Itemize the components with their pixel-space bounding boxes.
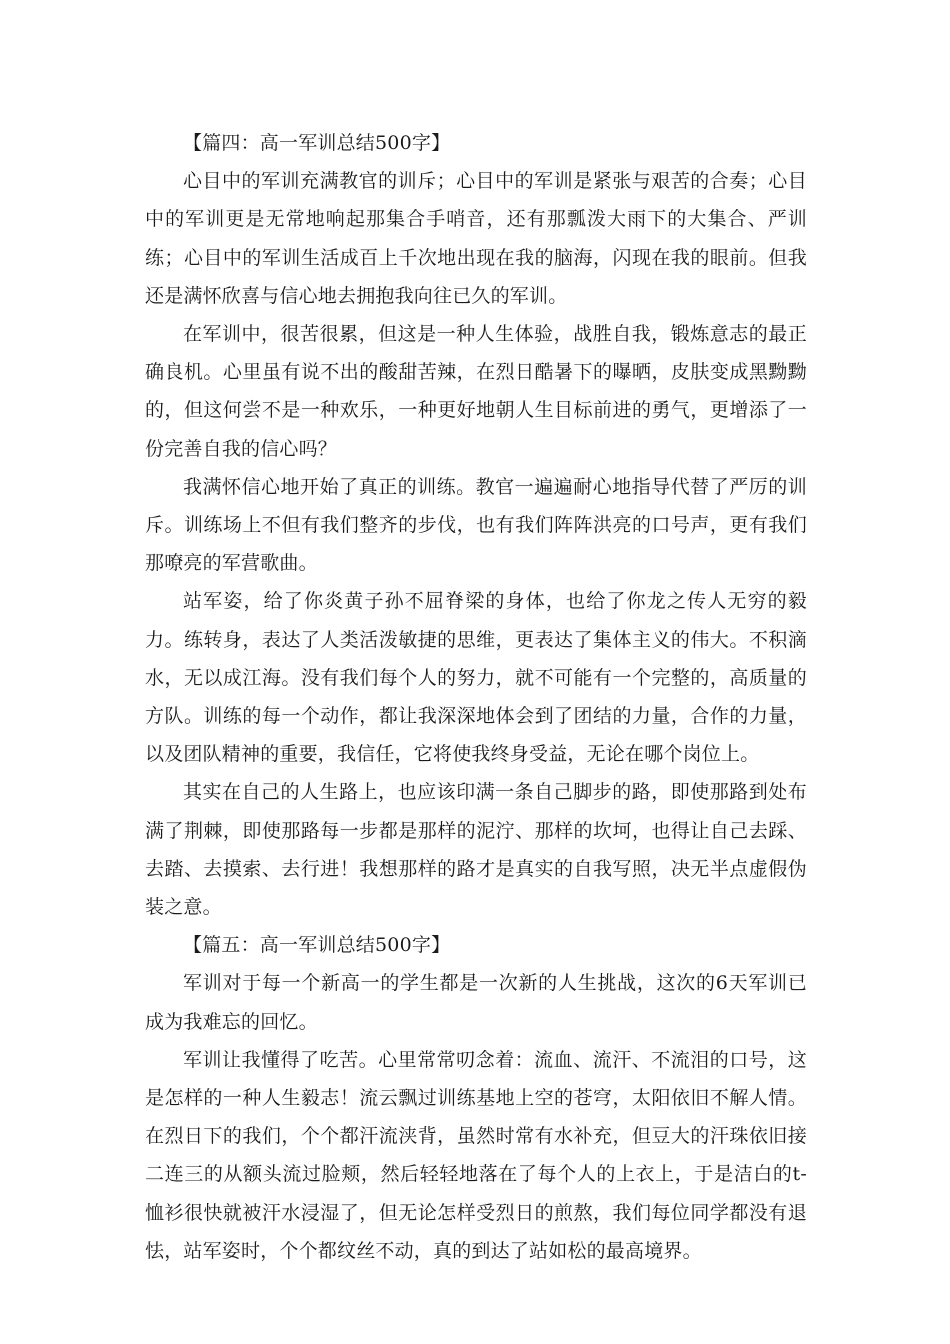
paragraph: 我满怀信心地开始了真正的训练。教官一遍遍耐心地指导代替了严厉的训斥。训练场上不但有我们整齐的步伐，也有我们阵阵洪亮的口号声，更有我们那嘹亮的军营歌曲。 xyxy=(145,475,807,575)
document-body xyxy=(145,124,807,1270)
paragraph: 军训对于每一个新高一的学生都是一次新的人生挑战，这次的6天军训已成为我难忘的回忆。 xyxy=(145,972,807,1033)
section-heading-5: 【篇五：高一军训总结500字】 xyxy=(183,934,451,957)
paragraph: 站军姿，给了你炎黄子孙不屈脊梁的身体，也给了你龙之传人无穷的毅力。练转身，表达了人类活泼敏捷的思维，更表达了集体主义的伟大。不积滴水，无以成江海。没有我们每个人的努力，就不可能有一个完整的，高质量的方队。训练的每一个动作，都让我深深地体会到了团结的力量，合作的力量，以及团队精神的重要，我信任，它将使我终身受益，无论在哪个岗位上。 xyxy=(145,590,807,766)
paragraph: 在军训中，很苦很累，但这是一种人生体验，战胜自我，锻炼意志的最正确良机。心里虽有说不出的酸甜苦辣，在烈日酷暑下的曝晒，皮肤变成黑黝黝的，但这何尝不是一种欢乐，一种更好地朝人生目标前进的勇气，更增添了一份完善自我的信心吗？ xyxy=(145,323,807,460)
paragraph: 心目中的军训充满教官的训斥；心目中的军训是紧张与艰苦的合奏；心目中的军训更是无常地响起那集合手哨音，还有那瓢泼大雨下的大集合、严训练；心目中的军训生活成百上千次地出现在我的脑海，闪现在我的眼前。但我还是满怀欣喜与信心地去拥抱我向往已久的军训。 xyxy=(145,170,807,307)
paragraph: 其实在自己的人生路上，也应该印满一条自己脚步的路，即使那路到处布满了荆棘，即使那路每一步都是那样的泥泞、那样的坎坷，也得让自己去踩、去踏、去摸索、去行进！我想那样的路才是真实的自我写照，决无半点虚假伪装之意。 xyxy=(145,781,807,919)
paragraph: 军训让我懂得了吃苦。心里常常叨念着：流血、流汗、不流泪的口号，这是怎样的一种人生毅志！流云飘过训练基地上空的苍穹，太阳依旧不解人情。在烈日下的我们，个个都汗流浃背，虽然时常有水补充，但豆大的汗珠依旧接二连三的从额头流过脸颊，然后轻轻地落在了每个人的上衣上，于是洁白的t-恤衫很快就被汗水浸湿了，但无论怎样受烈日的煎熬，我们每位同学都没有退怯，站军姿时，个个都纹丝不动，真的到达了站如松的最高境界。 xyxy=(145,1048,807,1262)
section-heading-4: 【篇四：高一军训总结500字】 xyxy=(183,132,451,154)
